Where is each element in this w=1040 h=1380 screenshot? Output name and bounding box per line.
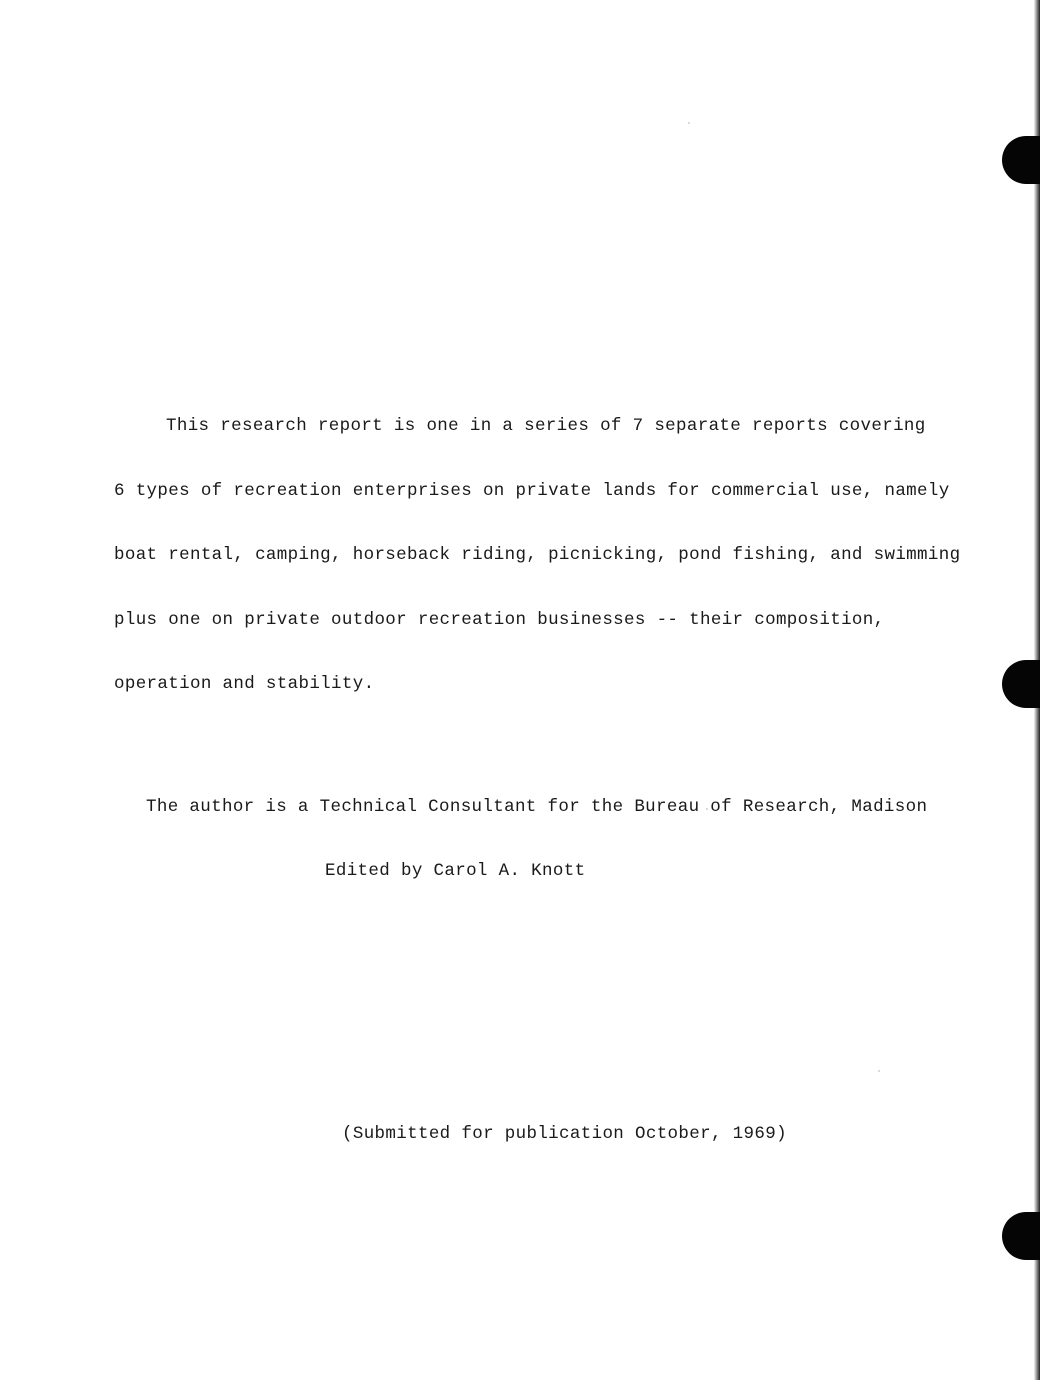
- paper-speck: [878, 1070, 880, 1072]
- paragraph-line: operation and stability.: [114, 674, 375, 694]
- editor-note: Edited by Carol A. Knott: [325, 861, 586, 881]
- report-description-paragraph: [114, 373, 960, 739]
- binder-hole-bottom: [1002, 1212, 1040, 1260]
- submission-note: (Submitted for publication October, 1969): [342, 1124, 787, 1144]
- paragraph-line: This research report is one in a series of 7 separate reports covering: [166, 416, 926, 436]
- paragraph-line: boat rental, camping, horseback riding, picnicking, pond fishing, and swimming: [114, 545, 961, 565]
- binder-hole-middle: [1002, 660, 1040, 708]
- author-note: The author is a Technical Consultant for the Bureau of Research, Madison: [146, 797, 928, 817]
- paper-speck: [688, 122, 690, 124]
- binder-hole-top: [1002, 136, 1040, 184]
- paragraph-line: 6 types of recreation enterprises on private lands for commercial use, namely: [114, 480, 950, 501]
- paragraph-line: plus one on private outdoor recreation businesses -- their composition,: [114, 609, 885, 630]
